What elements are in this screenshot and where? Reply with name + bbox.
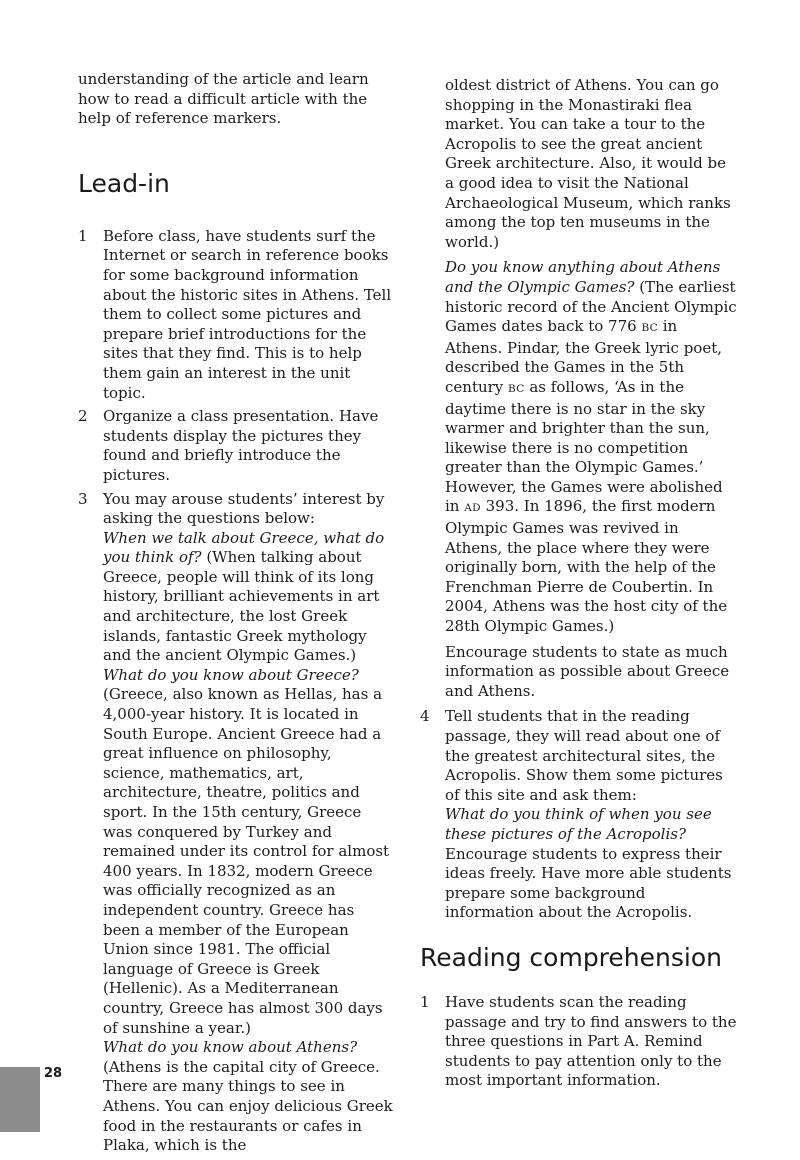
answer-text: in Athens. Pindar, the Greek lyric poet, described the Games in the 5th century [445,317,722,396]
item-text: Organize a class presentation. Have students display the pictures they found and briefly introduce the pictures. [103,407,379,484]
answer-text-continued: oldest district of Athens. You can go shopping in the Monastiraki flea market. You can take a tour to the Acropolis to see the great ancient Greek architecture. Also, it would be a good idea to visit the National Archaeological Museum, which ranks among the top ten museums in the world.) [445,76,731,251]
answer-text: (When talking about Greece, people will think of its long history, brilliant achievements in art and architecture, the lost Greek islands, fantastic Greek mythology and the ancient Olympic Games.) [103,548,380,665]
item-text: Tell students that in the reading passage, they will read about one of the greatest architectural sites, the Acropolis. Show them some pictures of this site and ask them: [445,707,723,804]
item-number: 3 [78,489,88,508]
item-number: 1 [420,992,430,1011]
item-number: 2 [78,407,88,426]
page-number: 28 [44,1066,63,1081]
lead-in-item-4 [420,707,738,923]
era-label: AD [464,502,481,515]
encourage-text: Encourage students to express their ideas freely. Have more able students prepare some background information about the Acropolis. [445,844,732,922]
encourage-text: Encourage students to state as much information as possible about Greece and Athens. [445,642,730,700]
question-text: What do you know about Greece? [103,665,359,684]
answer-text: 393. In 1896, the first modern Olympic Games was revived in Athens, the place where they were originally born, with the help of the Frenchman Pierre de Coubertin. In 2004, Athens was the host city of the 28th Olympic Games.) [445,497,728,636]
lead-in-item-1 [78,227,393,403]
question-text: When we talk about Greece, what do you think of? [103,528,385,567]
answer-text: as follows, ‘As in the daytime there is no star in the sky warmer and brighter than the sun, likewise there is no competition greater than the Olympic Games.’ However, the Games were abolished in [445,377,723,516]
item-text: Before class, have students surf the Internet or search in reference books for some background information about the historic sites in Athens. Tell them to collect some pictures and prepare brief introductions for the sites that they find. This is to help them gain an interest in the unit topic. [103,226,392,402]
lead-in-heading: Lead-in [78,168,170,198]
question-athens-olympics [445,258,738,636]
item-text: Have students scan the reading passage and try to find answers to the three questions in Part A. Remind students to pay attention only to the most important information. [445,992,737,1090]
reading-comprehension-heading: Reading comprehension [420,942,722,972]
left-column [78,70,393,1160]
lead-in-item-3 [78,490,393,1156]
question-acropolis: What do you think of when you see these pictures of the Acropolis? [445,805,712,843]
right-column [420,70,738,1095]
item-number: 4 [420,707,430,726]
item-number: 1 [78,226,88,245]
answer-text: (Greece, also known as Hellas, has a 4,000-year history. It is located in South Europe. Ancient Greece had a great influence on philosophy, science, mathematics, art, architecture, theatre, politics and sport. In the 15th century, Greece was conquered by Turkey and remained under its control for almost 400 years. In 1832, modern Greece was officially recognized as an independent country. Greece has been a member of the European Union since 1981. The official language of Greece is Greek (Hellenic). As a Mediterranean country, Greece has almost 300 days of sunshine a year.) [103,685,390,1037]
question-greece-know [103,666,393,1038]
lead-in-item-2 [78,407,393,485]
era-label: BC [641,322,658,335]
reading-item-1 [420,993,738,1091]
answer-text: (Athens is the capital city of Greece. There are many things to see in Athens. You can enjoy delicious Greek food in the restaurants or cafes in Plaka, which is the [103,1057,393,1155]
era-label: BC [508,382,525,395]
footer-bar [0,1067,40,1132]
item-text: You may arouse students’ interest by asking the questions below: [103,489,385,528]
answer-text: (The earliest historic record of the Ancient Olympic Games dates back to 776 [445,277,737,336]
question-athens-know [103,1038,393,1156]
intro-text: understanding of the article and learn how to read a difficult article with the help of reference markers. [78,70,369,128]
question-text: What do you know about Athens? [103,1038,358,1057]
question-greece-think [103,529,393,666]
question-text: Do you know anything about Athens and the Olympic Games? [445,258,721,296]
